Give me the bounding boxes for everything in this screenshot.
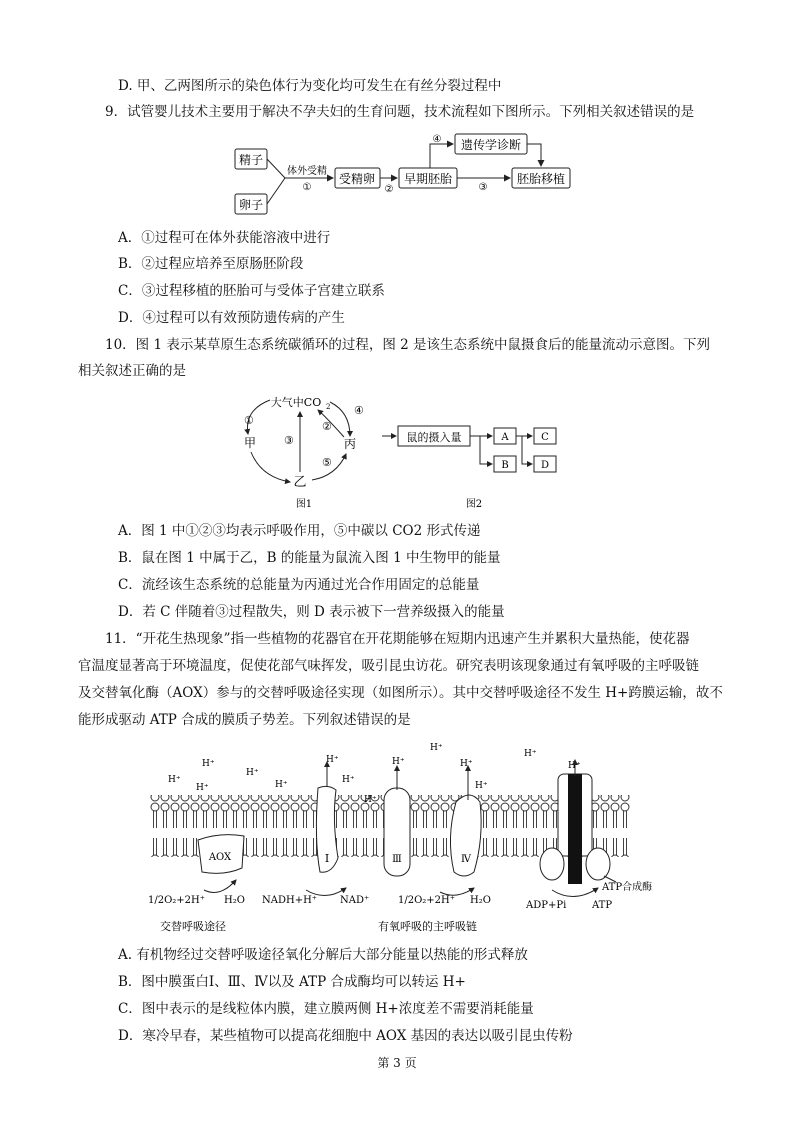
q11-hplus-1: H⁺ (202, 759, 215, 769)
q10-box-a: A (501, 432, 509, 443)
q11-option-b: B．图中膜蛋白Ⅰ、Ⅲ、Ⅳ以及 ATP 合成酶均可以转运 H+ (118, 974, 466, 990)
q11-alt-path: 交替呼吸途径 (160, 920, 226, 933)
q9-sperm: 精子 (238, 153, 264, 167)
q10-co2-sub: 2 (326, 403, 331, 411)
q10-n3: ③ (284, 434, 294, 447)
q11-hplus-10: H⁺ (392, 757, 405, 767)
q11-option-c: C．图中表示的是线粒体内膜，建立膜两侧 H+浓度差不需要消耗能量 (118, 1001, 534, 1017)
q10-stem-1: 10．图 1 表示某草原生态系统碳循环的过程，图 2 是该生态系统中鼠摄食后的能量流动示意图。下列 (105, 337, 711, 353)
q9-n4: ④ (432, 134, 442, 145)
q10-option-b: B．鼠在图 1 中属于乙，B 的能量为鼠流入图 1 中生物甲的能量 (118, 550, 501, 566)
q9-egg: 卵子 (238, 198, 264, 212)
q11-hplus-12: H⁺ (524, 749, 537, 759)
q11-h2o-b: H₂O (470, 895, 491, 906)
q11-hplus-2: H⁺ (168, 775, 181, 785)
q9-stem: 9．试管婴儿技术主要用于解决不孕夫妇的生育问题，技术流程如下图所示。下列相关叙述错误的是 (105, 104, 695, 120)
q9-n2: ② (384, 184, 394, 195)
q11-complex-1: Ⅰ (324, 852, 330, 865)
q11-hplus-13: H⁺ (568, 761, 581, 771)
q11-adp: ADP+Pi (526, 900, 567, 911)
q10-figure-2 (380, 420, 560, 514)
q10-co2: 大气中CO (270, 396, 322, 409)
q11-membrane-figure (140, 740, 653, 935)
q9-zygote: 受精卵 (338, 172, 376, 186)
q11-complex-3: Ⅲ (392, 854, 402, 865)
q11-main-chain: 有氧呼吸的主呼吸链 (378, 920, 477, 933)
q11-hplus-3: H⁺ (196, 783, 209, 793)
q11-nadh: NADH+H⁺ (262, 895, 318, 906)
q11-complex-4: Ⅳ (461, 854, 471, 865)
q11-hplus-4: H⁺ (246, 768, 259, 778)
q10-jia: 甲 (243, 436, 257, 450)
q11-hplus-6: H⁺ (326, 755, 339, 765)
q9-n3: ③ (478, 182, 488, 193)
q10-box-c: C (541, 432, 549, 443)
q10-figure-1 (226, 392, 378, 514)
q10-bing: 丙 (343, 437, 357, 451)
q10-yi: 乙 (293, 475, 307, 490)
q10-fig1-caption: 图1 (295, 499, 313, 510)
q9-diagnosis: 遗传学诊断 (460, 138, 522, 152)
q10-option-c: C．流经该生态系统的总能量为丙通过光合作用固定的总能量 (118, 577, 480, 593)
q10-n4: ④ (354, 404, 364, 417)
q10-option-a: A．图 1 中①②③均表示呼吸作用，⑤中碳以 CO2 形式传递 (118, 523, 481, 539)
q11-hplus-9: H⁺ (430, 743, 443, 753)
q9-option-d: D．④过程可以有效预防遗传病的产生 (118, 310, 345, 326)
q11-option-a: A. 有机物经过交替呼吸途径氧化分解后大部分能量以热能的形式释放 (118, 947, 528, 963)
q9-option-b: B．②过程应培养至原肠胚阶段 (118, 256, 304, 272)
q10-intake: 鼠的摄入量 (406, 431, 462, 444)
page-number: 第 3 页 (377, 1056, 417, 1070)
q11-stem-1: 11．“开花生热现象”指一些植物的花器官在开花期能够在短期内迅速产生并累积大量热能，使花器 (105, 631, 690, 647)
q11-stem-2: 官温度显著高于环境温度，促使花部气味挥发，吸引昆虫访花。研究表明该现象通过有氧呼吸的主呼吸链 (78, 658, 699, 674)
q11-o2-b: 1/2O₂+2H⁺ (398, 895, 456, 906)
q10-n1: ① (244, 414, 254, 427)
q9-option-a: A．①过程可在体外获能溶液中进行 (118, 230, 331, 246)
q11-aox: AOX (208, 852, 232, 863)
q11-h2o-a: H₂O (224, 895, 245, 906)
q11-atp: ATP (592, 900, 613, 911)
q11-stem-3: 及交替氧化酶（AOX）参与的交替呼吸途径实现（如图所示）。其中交替呼吸途径不发生 H+跨膜运输，故不 (78, 685, 723, 701)
q11-o2-a: 1/2O₂+2H⁺ (148, 895, 206, 906)
q11-hplus-11: H⁺ (460, 759, 473, 769)
q9-fert-label: 体外受精 (287, 166, 327, 177)
q10-n2: ② (322, 420, 332, 433)
q9-option-c: C．③过程移植的胚胎可与受体子宫建立联系 (118, 283, 385, 299)
q10-box-b: B (501, 460, 509, 471)
q11-hplus-14: H⁺ (475, 781, 488, 791)
q9-transfer: 胚胎移植 (516, 172, 566, 186)
q10-stem-2: 相关叙述正确的是 (78, 363, 186, 379)
q10-fig2-caption: 图2 (465, 499, 483, 510)
q11-stem-4: 能形成驱动 ATP 合成的膜质子势差。下列叙述错误的是 (78, 712, 411, 728)
q11-hplus-5: H⁺ (275, 780, 288, 790)
q9-embryo: 早期胚胎 (403, 172, 453, 186)
q11-synthase: ATP合成酶 (602, 882, 653, 893)
q11-option-d: D．寒冷早春，某些植物可以提高花细胞中 AOX 基因的表达以吸引昆虫传粉 (118, 1028, 573, 1044)
q8-option-d: D. 甲、乙两图所示的染色体行为变化均可发生在有丝分裂过程中 (118, 78, 502, 94)
q11-hplus-7: H⁺ (342, 775, 355, 785)
q11-nad: NAD⁺ (340, 895, 370, 906)
q10-option-d: D．若 C 伴随着③过程散失，则 D 表示被下一营养级摄入的能量 (118, 604, 505, 620)
q9-flow-diagram (225, 130, 590, 215)
q11-hplus-8: H⁺ (364, 795, 377, 805)
q9-n1: ① (302, 182, 312, 193)
q10-n5: ⑤ (322, 456, 332, 469)
q10-box-d: D (540, 460, 550, 471)
